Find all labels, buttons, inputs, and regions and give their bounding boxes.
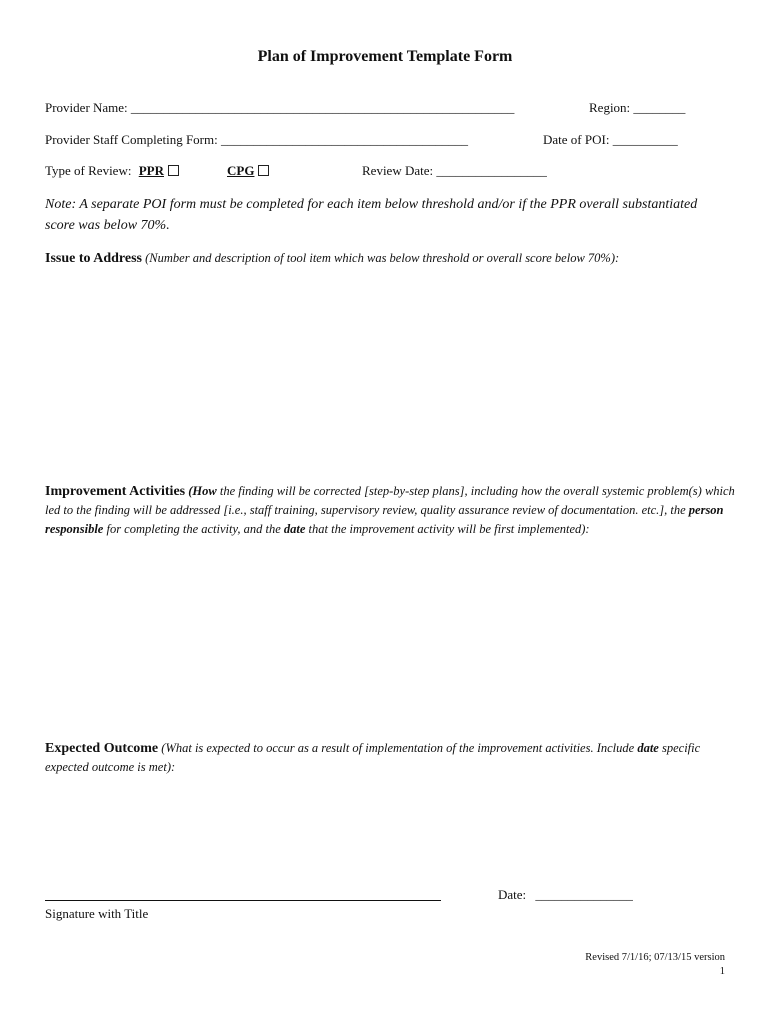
signature-date-label: Date: [498, 887, 527, 902]
review-date-row [362, 163, 547, 179]
review-date-label: Review Date: [362, 163, 434, 178]
signature-date-field[interactable]: _______________ [535, 887, 633, 902]
region-field[interactable]: ________ [633, 100, 686, 115]
improvement-response-area[interactable] [45, 565, 725, 725]
ppr-label: PPR [138, 163, 164, 178]
ppr-checkbox[interactable] [168, 165, 179, 176]
issue-section [45, 249, 735, 268]
type-review-row [45, 163, 179, 179]
improvement-desc-part4: that the improvement activity will be first implemented): [305, 522, 590, 536]
cpg-checkbox[interactable] [258, 165, 269, 176]
cpg-label: CPG [227, 163, 255, 178]
improvement-section [45, 482, 735, 539]
outcome-heading: Expected Outcome [45, 741, 159, 756]
provider-name-label: Provider Name: [45, 100, 128, 115]
issue-description: (Number and description of tool item which was below threshold or overall score below 70%): [145, 251, 620, 265]
page-number: 1 [719, 966, 725, 977]
type-review-label: Type of Review: [45, 163, 132, 178]
date-poi-row [543, 132, 678, 148]
issue-heading: Issue to Address [45, 251, 142, 266]
page-title: Plan of Improvement Template Form [257, 48, 513, 65]
region-label: Region: [589, 100, 631, 115]
provider-name-row [45, 100, 514, 116]
review-date-field[interactable]: _________________ [436, 163, 547, 178]
region-row [589, 100, 685, 116]
signature-label: Signature with Title [45, 906, 149, 921]
signature-line[interactable] [45, 886, 441, 901]
signature-date-row [498, 887, 633, 903]
date-poi-field[interactable]: __________ [612, 132, 678, 147]
outcome-desc-part2: specific expected outcome is met): [45, 741, 701, 774]
note-text: Note: A separate POI form must be completed for each item below threshold and/or if the PPR overall substantiated score was below 70%. [45, 197, 698, 233]
outcome-date-word: date [637, 741, 659, 755]
issue-response-area[interactable] [45, 272, 725, 472]
improvement-how: (How [188, 484, 217, 498]
staff-row [45, 132, 468, 148]
person-responsible-text: person responsible [45, 503, 724, 536]
provider-name-field[interactable]: ___________________________________________________________ [130, 100, 515, 115]
outcome-response-area[interactable] [45, 785, 725, 875]
improvement-desc-part2: the finding will be corrected [step-by-step plans], including how the overall systemic problem(s) which led to the finding will be addressed [i.e., staff training, supervisory review, quality assurance review of documentation. etc.], the [45, 484, 735, 517]
date-poi-label: Date of POI: [543, 132, 610, 147]
outcome-section [45, 739, 735, 777]
improvement-desc-part3: for completing the activity, and the [103, 522, 284, 536]
outcome-desc-part1: (What is expected to occur as a result of implementation of the improvement activities. Include [158, 741, 638, 755]
revision-note: Revised 7/1/16; 07/13/15 version [585, 952, 725, 963]
cpg-row [227, 163, 269, 179]
staff-label: Provider Staff Completing Form: [45, 132, 218, 147]
staff-field[interactable]: ______________________________________ [220, 132, 468, 147]
improvement-date-word: date [283, 522, 306, 536]
improvement-heading: Improvement Activities [45, 484, 186, 499]
